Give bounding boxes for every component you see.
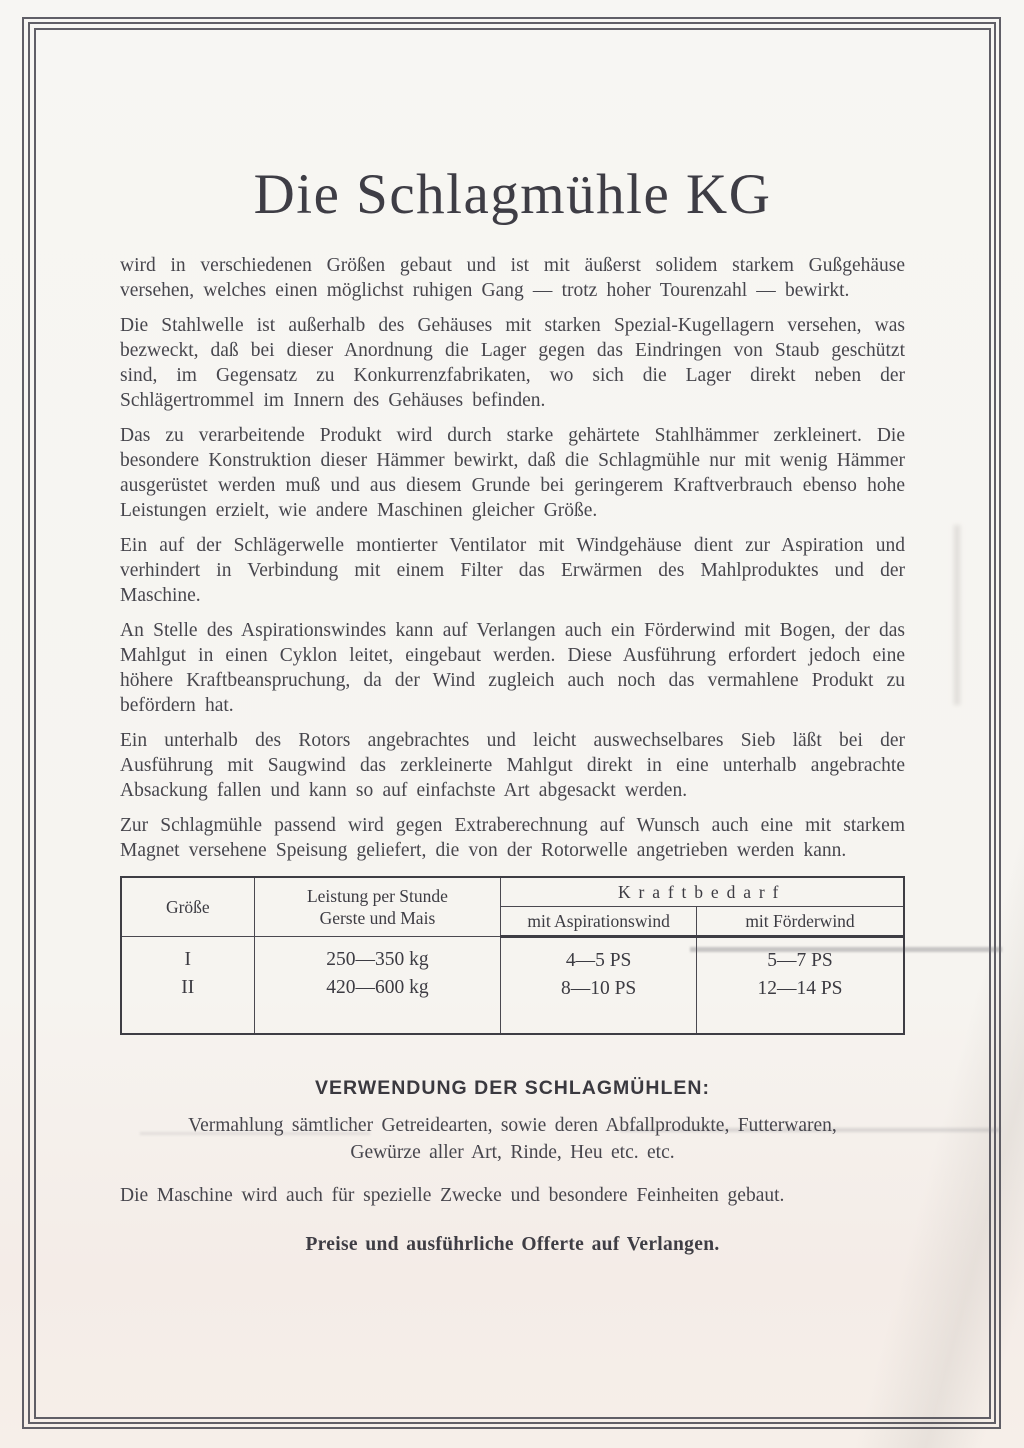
- table-row-1-groesse: I: [184, 949, 192, 970]
- column-header-leistung-line1: Leistung per Stunde: [306, 886, 448, 906]
- cell-leistung: [254, 937, 501, 1035]
- specs-table: [120, 876, 905, 1035]
- cell-groesse: [121, 937, 254, 1035]
- paragraph-stahlwelle: Die Stahlwelle ist außerhalb des Gehäuses mit starken Spezial-Kugellagern versehen, was bezweckt, daß bei dieser Anordnung die Lager gegen das Eindringen von Staub geschützt sind, im Gegensatz zu Konkurrenzfabrikaten, wo sich die Lager direkt neben der Schlägertrommel im Innern des Gehäuses befinden.: [120, 315, 905, 411]
- column-header-foerderwind: mit Förderwind: [697, 907, 905, 937]
- table-row-2-aspiration: 8—10 PS: [560, 978, 637, 999]
- paragraph-stahlhaemmer: Das zu verarbeitende Produkt wird durch starke gehärtete Stahlhämmer zerkleinert. Die besondere Konstruktion dieser Hämmer bewirkt, daß die Schlagmühle nur mit wenig Hämmer ausgerüstet werden muß und aus diesem Grunde bei geringerem Kraftverbrauch ebenso hohe Leistungen erzielt, wie andere Maschinen gleicher Größe.: [120, 425, 905, 521]
- usage-text-line1: Vermahlung sämtlicher Getreidearten, sowie deren Abfallprodukte, Futterwaren,: [188, 1115, 837, 1136]
- paper-crease: [952, 525, 962, 705]
- specs-table-header-row-1: [121, 877, 904, 907]
- table-row-2-groesse: II: [181, 977, 195, 998]
- table-row-2-foerder: 12—14 PS: [757, 978, 843, 999]
- table-row-1-aspiration: 4—5 PS: [565, 950, 632, 971]
- column-header-leistung: [254, 877, 501, 937]
- column-header-groesse: Größe: [121, 877, 254, 937]
- paragraph-intro: wird in verschiedenen Größen gebaut und ist mit äußerst solidem starkem Gußgehäuse versehen, welches einen möglichst ruhigen Gang — trotz hoher Tourenzahl — bewirkt.: [120, 255, 905, 301]
- usage-text: [120, 1112, 905, 1166]
- column-header-leistung-line2: Gerste und Mais: [319, 908, 436, 928]
- special-purpose-text: Die Maschine wird auch für spezielle Zwecke und besondere Feinheiten gebaut.: [120, 1185, 785, 1206]
- cell-aspirationswind: [501, 937, 697, 1035]
- table-row-1-foerder: 5—7 PS: [767, 950, 833, 971]
- usage-text-line2: Gewürze aller Art, Rinde, Heu etc. etc.: [350, 1142, 675, 1163]
- paragraph-ventilator: Ein auf der Schlägerwelle montierter Ventilator mit Windgehäuse dient zur Aspiration und verhindert in Verbindung mit einem Filter das Erwärmen des Mahlproduktes und der Maschine.: [120, 535, 905, 606]
- table-row-2-leistung: 420—600 kg: [326, 977, 429, 998]
- cell-foerderwind: [697, 937, 905, 1035]
- paragraph-foerderwind: An Stelle des Aspirationswindes kann auf Verlangen auch ein Förderwind mit Bogen, der das Mahlgut in einen Cyklon leitet, eingebaut werden. Diese Ausführung erfordert jedoch eine höhere Kraftbeanspruchung, da der Wind zugleich auch noch das vermahlene Produkt zu befördern hat.: [120, 620, 905, 716]
- paragraph-magnet-speisung: Zur Schlagmühle passend wird gegen Extraberechnung auf Wunsch auch eine mit starkem Magnet versehene Speisung geliefert, die von der Rotorwelle angetrieben werden kann.: [120, 815, 905, 861]
- closing-offer-text: Preise und ausführliche Offerte auf Verlangen.: [305, 1234, 720, 1255]
- table-row-1-leistung: 250—350 kg: [326, 949, 429, 970]
- column-header-aspirationswind: mit Aspirationswind: [501, 907, 697, 937]
- page-title: Die Schlagmühle KG: [253, 163, 772, 226]
- specs-table-body: [121, 937, 904, 1035]
- paragraph-sieb: Ein unterhalb des Rotors angebrachtes und leicht auswechselbares Sieb läßt bei der Ausführung mit Saugwind das zerkleinerte Mahlgut direkt in eine unterhalb angebrachte Absackung fallen und kann so auf einfachste Art abgesackt werden.: [120, 730, 905, 801]
- document-content: [120, 0, 905, 1256]
- usage-heading: VERWENDUNG DER SCHLAGMÜHLEN:: [315, 1077, 710, 1099]
- column-group-header-kraftbedarf: Kraftbedarf: [501, 877, 904, 907]
